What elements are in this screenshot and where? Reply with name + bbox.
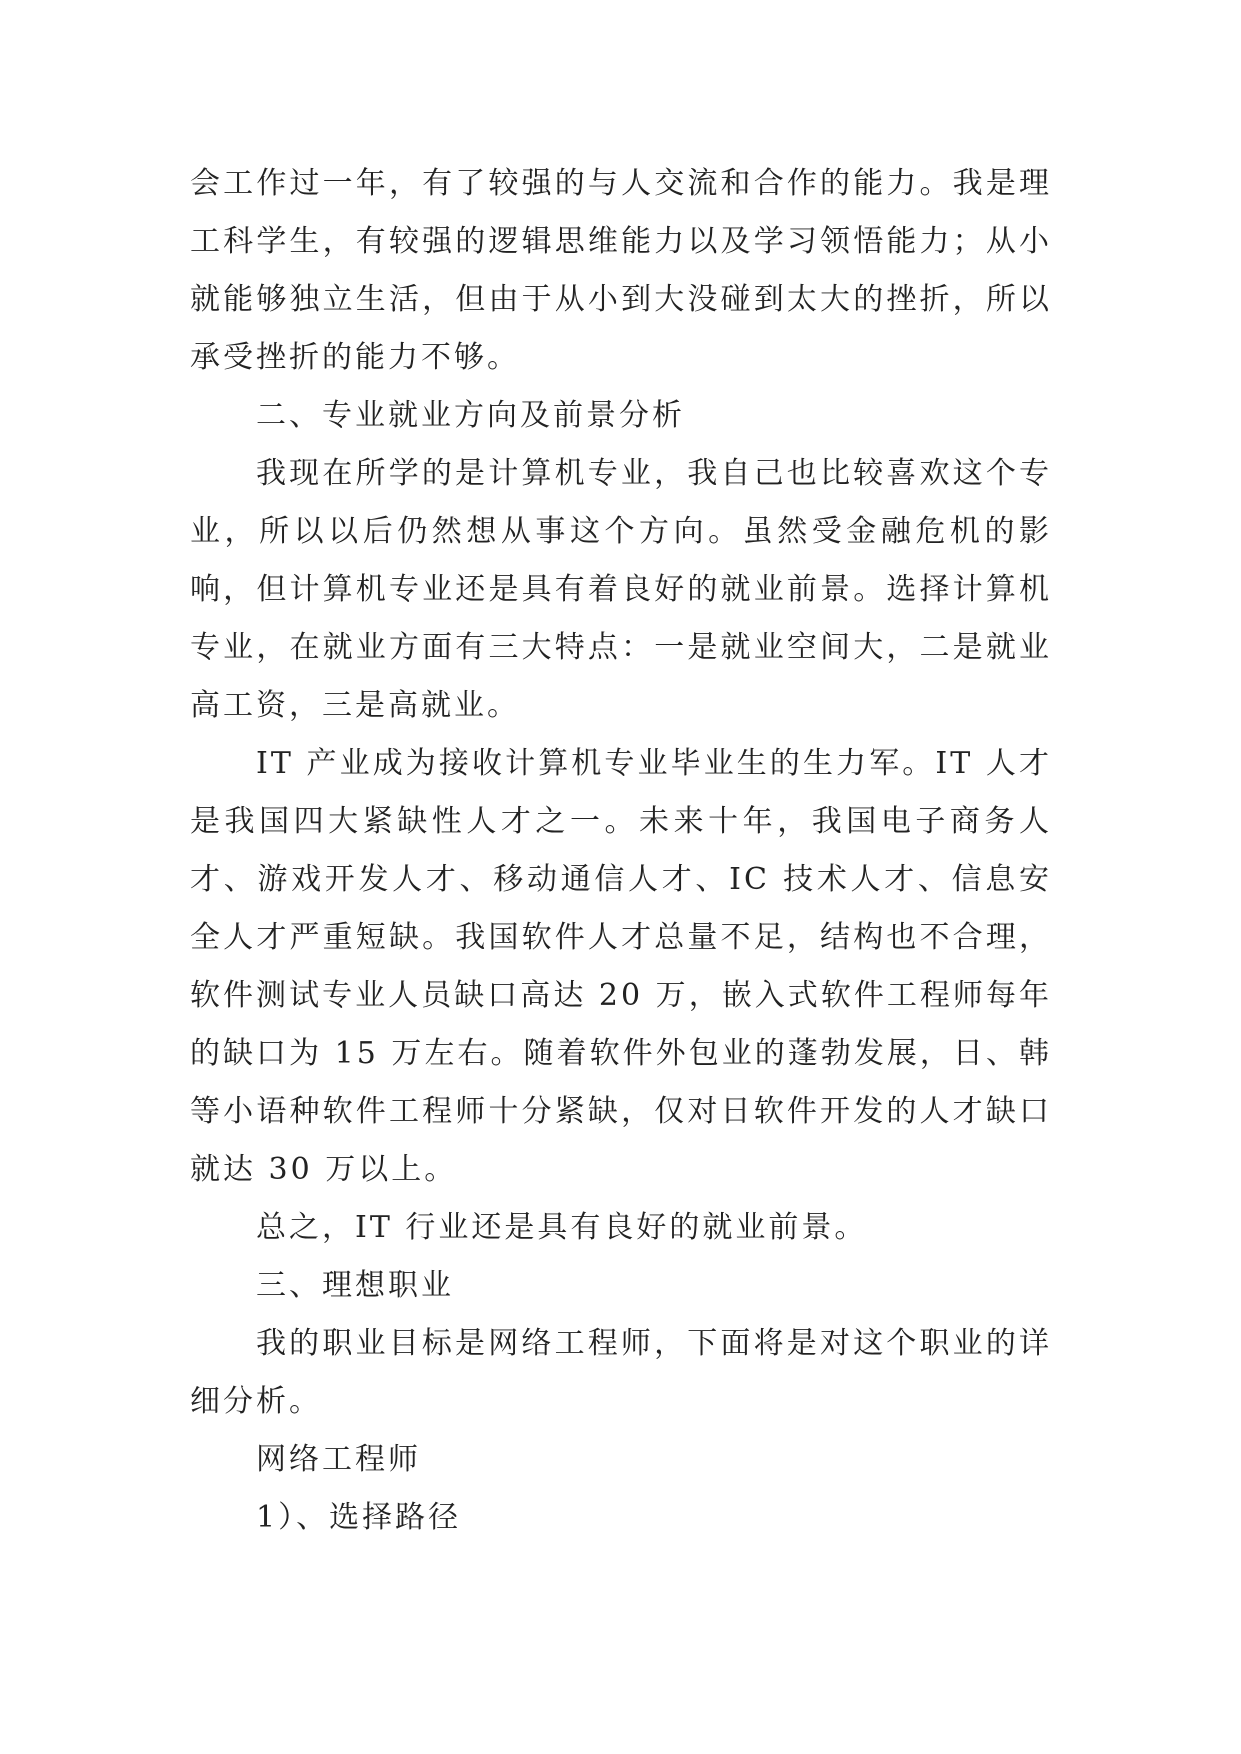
heading-ideal-career: 三、理想职业: [256, 1268, 454, 1303]
document-body: [190, 155, 1052, 1547]
paragraph-continued-self-analysis: 会工作过一年，有了较强的与人交流和合作的能力。我是理工科学生，有较强的逻辑思维能力以及学习领悟能力；从小就能够独立生活，但由于从小到大没碰到太大的挫折，所以承受挫折的能力不够。: [190, 166, 1052, 375]
paragraph-computer-major: 我现在所学的是计算机专业，我自己也比较喜欢这个专业，所以以后仍然想从事这个方向。虽然受金融危机的影响，但计算机专业还是具有着良好的就业前景。选择计算机专业，在就业方面有三大特点：一是就业空间大，二是就业高工资，三是高就业。: [190, 456, 1052, 723]
paragraph-summary: 总之，IT 行业还是具有良好的就业前景。: [256, 1210, 868, 1245]
heading-career-prospects: 二、专业就业方向及前景分析: [256, 398, 685, 433]
paragraph-career-goal: 我的职业目标是网络工程师，下面将是对这个职业的详细分析。: [190, 1326, 1052, 1419]
subheading-choose-path: 1）、选择路径: [256, 1500, 462, 1535]
subheading-network-engineer: 网络工程师: [256, 1442, 421, 1477]
paragraph-it-industry: IT 产业成为接收计算机专业毕业生的生力军。IT 人才是我国四大紧缺性人才之一。未来十年，我国电子商务人才、游戏开发人才、移动通信人才、IC 技术人才、信息安全人才严重短缺。我国软件人才总量不足，结构也不合理，软件测试专业人员缺口高达 20 万，嵌入式软件工程师每年的缺口为 15 万左右。随着软件外包业的蓬勃发展，日、韩等小语种软件工程师十分紧缺，仅对日软件开发的人才缺口就达 30 万以上。: [190, 746, 1052, 1187]
